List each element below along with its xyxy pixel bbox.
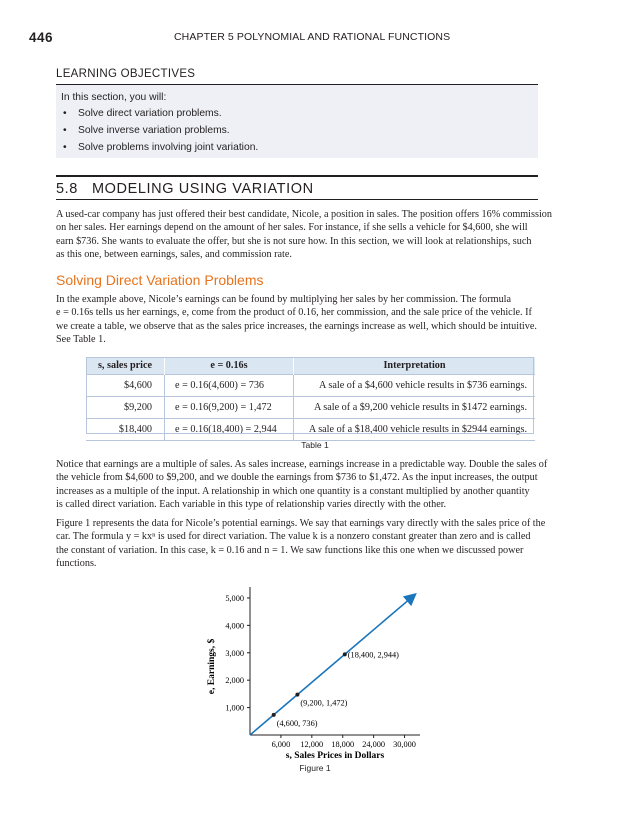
data-point-label: (18,400, 2,944) [347,650,399,660]
table-row [86,397,535,419]
section-rule-top [56,175,538,177]
x-tick-label: 24,000 [362,740,386,749]
learning-objectives-list [61,108,258,159]
running-head: CHAPTER 5 POLYNOMIAL AND RATIONAL FUNCTIONS [174,31,451,43]
data-point [272,713,276,717]
learning-objective-item: • Solve inverse variation problems. [61,125,258,142]
paragraph-line: as this one, between earnings, sales, and commission rate. [56,248,292,260]
table-cell: A sale of a $18,400 vehicle results in $2944 earnings. [294,419,536,441]
paragraph-line: we create a table, we observe that as the sales price increases, the earnings increase as well, which should be intuitive. [56,320,537,332]
subsection-title: Solving Direct Variation Problems [56,272,264,288]
learning-objectives-title: LEARNING OBJECTIVES [56,68,196,80]
y-tick-label: 1,000 [225,703,244,713]
paragraph-line: earn $736. She wants to evaluate the offer, but she is not sure how. In this section, we will look at relationships, such [56,235,532,247]
table-header-cell: e = 0.16s [165,357,294,375]
earnings-table [86,357,535,441]
paragraph-line: the vehicle from $4,600 to $9,200, and we double the earnings from $736 to $1,472. As the input increases, the output [56,472,538,484]
data-point-label: (9,200, 1,472) [300,698,348,708]
table-cell: A sale of a $4,600 vehicle results in $736 earnings. [294,375,536,397]
figure-caption: Figure 1 [299,763,331,773]
section-title [56,181,314,197]
direct-variation-paragraph [56,293,538,346]
learning-objective-item: • Solve problems involving joint variation. [61,142,258,159]
paragraph-line: Figure 1 represents the data for Nicole’s potential earnings. We say that earnings vary directly with the sales price of the [56,518,546,529]
table-row [86,375,535,397]
table-cell: $4,600 [86,375,165,397]
paragraph-line: the constant of variation. In this case, k = 0.16 and n = 1. We saw functions like this one when we discussed power [56,544,524,556]
table-cell: e = 0.16(4,600) = 736 [165,375,294,397]
data-point [343,652,347,656]
section-rule-bottom [56,199,538,200]
figure-1-chart [195,585,425,761]
section-name: MODELING USING VARIATION [91,181,314,197]
data-point-label: (4,600, 736) [276,718,318,728]
x-tick-label: 18,000 [331,740,355,749]
y-tick-label: 5,000 [225,593,244,603]
y-tick-label: 3,000 [225,648,244,658]
y-axis-label: e, Earnings, $ [207,638,217,695]
learning-objective-item: • Solve direct variation problems. [61,108,258,125]
table-cell: $9,200 [86,397,165,419]
table-caption: Table 1 [301,440,329,450]
y-tick-label: 4,000 [225,621,244,631]
y-ticks [225,594,250,713]
table-cell: $18,400 [86,419,165,441]
y-tick-label: 2,000 [225,676,244,686]
learning-objectives-intro: In this section, you will: [61,92,167,103]
paragraph-line: functions. [56,557,97,569]
data-point [295,693,299,697]
paragraph-line: is called direct variation. Each variable in this type of relationship varies directly with the other. [56,498,447,510]
x-tick-label: 12,000 [300,740,324,749]
paragraph-line: e = 0.16s tells us her earnings, e, come from the product of 0.16, her commission, and the sale price of the vehicle. If [56,307,532,319]
paragraph-line: See Table 1. [56,333,106,345]
table-row [86,419,535,441]
page-header [29,30,601,50]
table-cell: e = 0.16(9,200) = 1,472 [165,397,294,419]
paragraph-line: increases as a multiple of the input. A relationship in which one quantity is a constant multiplied by another quantity [56,485,530,497]
paragraph-line: In the example above, Nicole’s earnings can be found by multiplying her sales by her commission. The formula [56,294,512,305]
paragraph-line: car. The formula y = kxⁿ is used for direct variation. The value k is a nonzero constant greater than zero and is called [56,531,531,543]
paragraph-line: A used-car company has just offered their best candidate, Nicole, a position in sales. The position offers 16% commission [56,209,552,220]
intro-paragraph [56,208,552,261]
table-header-row [86,357,535,375]
section-number: 5.8 [56,181,78,197]
table-header-cell: Interpretation [294,357,536,375]
multiple-paragraph [56,458,548,511]
x-tick-label: 30,000 [393,740,416,749]
paragraph-line: on her sales. Her earnings depend on the amount of her sales. For instance, if she sells a vehicle for $4,600, she will [56,222,528,234]
x-tick-label: 6,000 [271,740,291,749]
table-cell: e = 0.16(18,400) = 2,944 [165,419,294,441]
x-axis-label: s, Sales Prices in Dollars [285,751,385,761]
page-number: 446 [29,30,54,45]
table-cell: A sale of a $9,200 vehicle results in $1472 earnings. [294,397,536,419]
table-header-cell: s, sales price [86,357,165,375]
paragraph-line: Notice that earnings are a multiple of sales. As sales increase, earnings increase in a predictable way. Double the sales of [56,459,548,470]
figure-paragraph [56,517,546,570]
x-ticks [272,735,416,749]
